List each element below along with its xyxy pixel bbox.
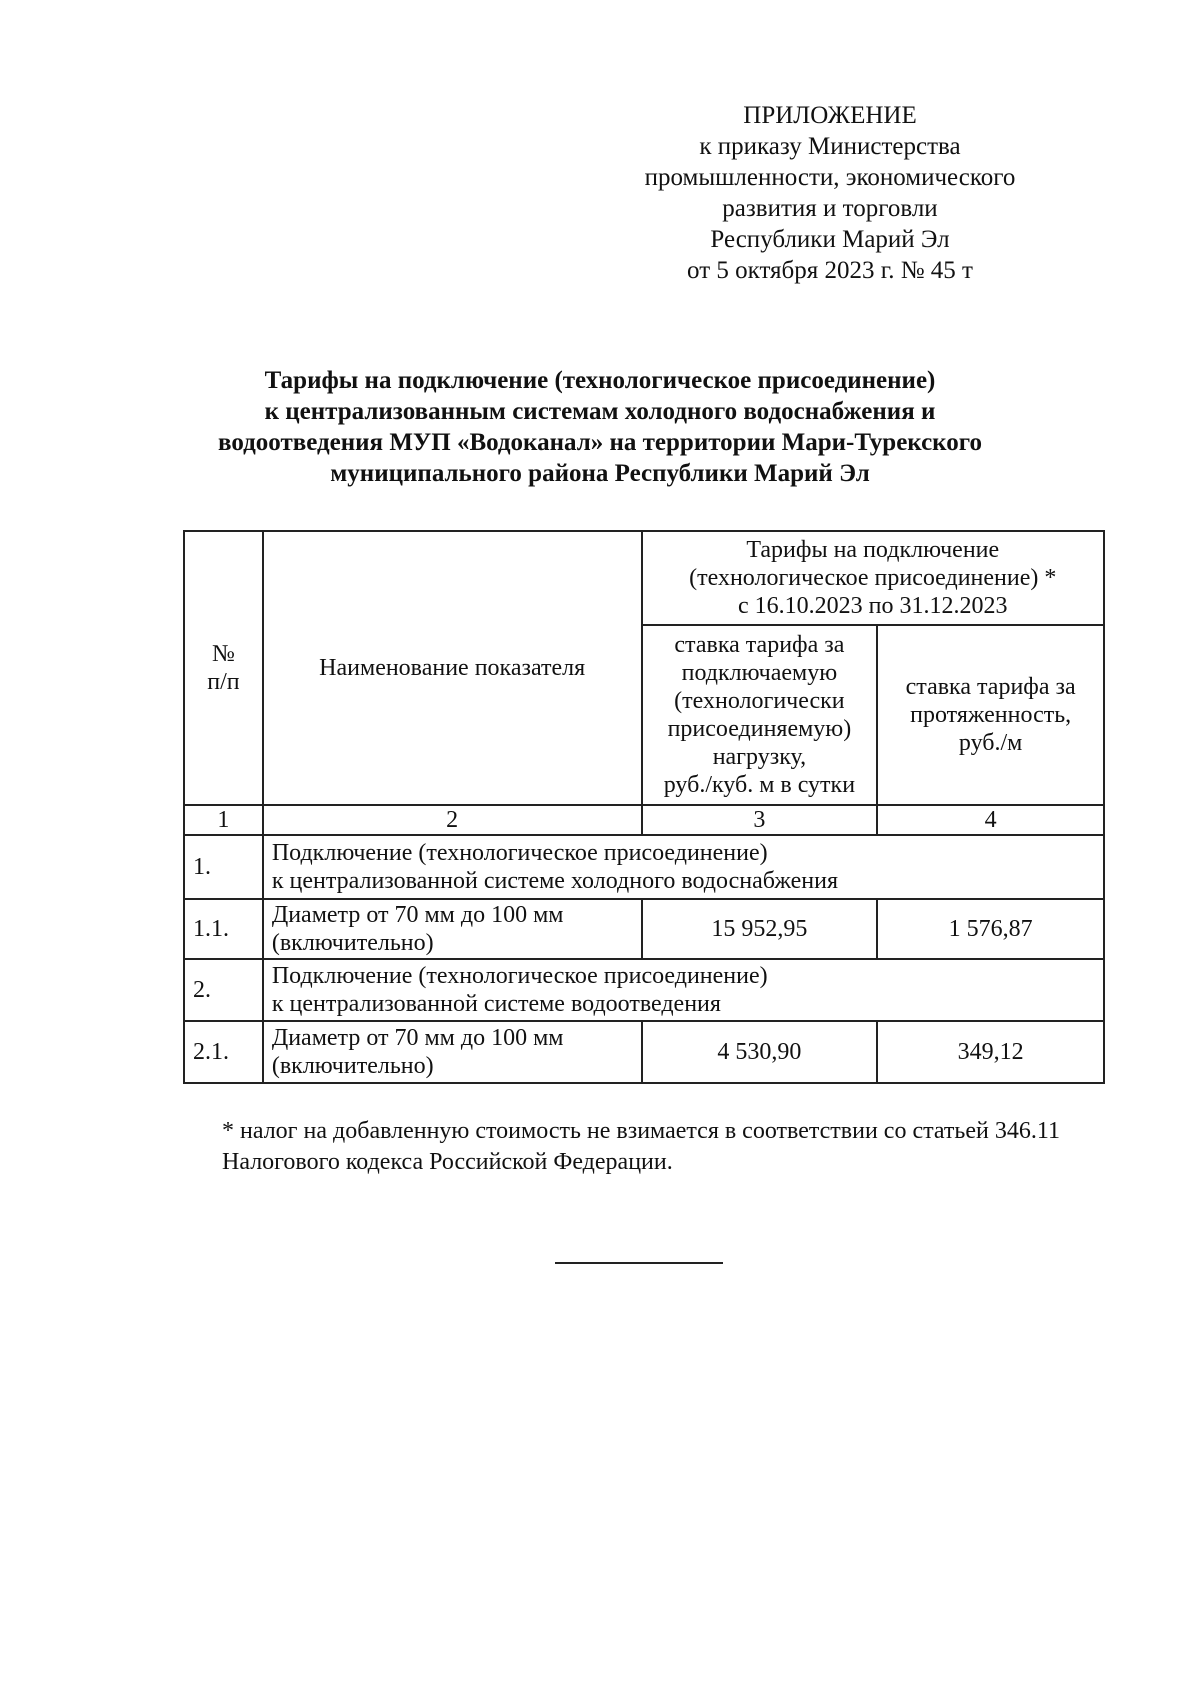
appendix-line: промышленности, экономического — [644, 164, 1016, 191]
title-line: Тарифы на подключение (технологическое присоединение) — [264, 367, 936, 394]
closing-divider — [555, 1262, 723, 1264]
row-number: 2. — [184, 959, 263, 1021]
column-number: 3 — [642, 805, 878, 835]
table-row — [184, 1021, 1104, 1083]
section-title — [263, 959, 1104, 1021]
column-number: 1 — [184, 805, 263, 835]
header-length-rate — [877, 625, 1104, 805]
header-col3-line: нагрузку, — [712, 744, 807, 770]
row-name-line: (включительно) — [271, 930, 434, 956]
header-tariff-group — [642, 531, 1104, 625]
tariffs-table — [183, 530, 1105, 1084]
header-col3-line: ставка тарифа за — [674, 632, 845, 658]
load-rate-value: 15 952,95 — [642, 899, 878, 959]
appendix-line: от 5 октября 2023 г. № 45 т — [687, 257, 973, 284]
appendix-line: Республики Марий Эл — [710, 226, 950, 253]
table-row — [184, 899, 1104, 959]
row-number: 1. — [184, 835, 263, 899]
header-col4-line: протяженность, — [910, 702, 1072, 728]
row-name-line: Диаметр от 70 мм до 100 мм — [271, 902, 564, 928]
header-group-line: с 16.10.2023 по 31.12.2023 — [738, 593, 1008, 619]
header-name: Наименование показателя — [263, 531, 642, 805]
length-rate-value: 349,12 — [877, 1021, 1104, 1083]
footnote — [222, 1116, 1102, 1178]
row-name — [263, 899, 642, 959]
header-num-line: п/п — [207, 669, 240, 695]
header-col3-line: подключаемую — [681, 660, 838, 686]
header-group-line: Тарифы на подключение — [746, 537, 1000, 563]
column-number: 4 — [877, 805, 1104, 835]
header-col3-line: присоединяемую) — [667, 716, 852, 742]
section-title-line: к централизованной системе водоотведения — [271, 991, 721, 1017]
header-group-line: (технологическое присоединение) * — [689, 565, 1057, 591]
column-number: 2 — [263, 805, 642, 835]
header-col4-line: руб./м — [958, 730, 1023, 756]
row-number: 2.1. — [184, 1021, 263, 1083]
section-row — [184, 959, 1104, 1021]
header-col3-line: (технологически — [674, 688, 845, 714]
title-line: водоотведения МУП «Водоканал» на территории Мари-Турекского — [218, 429, 982, 456]
appendix-line: к приказу Министерства — [699, 133, 961, 160]
section-title-line: Подключение (технологическое присоединение) — [271, 840, 768, 866]
title-line: муниципального района Республики Марий Эл — [330, 460, 870, 487]
footnote-line: Налогового кодекса Российской Федерации. — [222, 1149, 673, 1175]
appendix-line: развития и торговли — [722, 195, 938, 222]
section-row — [184, 835, 1104, 899]
length-rate-value: 1 576,87 — [877, 899, 1104, 959]
row-number: 1.1. — [184, 899, 263, 959]
row-name — [263, 1021, 642, 1083]
header-col4-line: ставка тарифа за — [905, 674, 1076, 700]
load-rate-value: 4 530,90 — [642, 1021, 878, 1083]
document-title — [140, 365, 1060, 489]
section-title-line: Подключение (технологическое присоединение) — [271, 963, 768, 989]
title-line: к централизованным системам холодного водоснабжения и — [264, 398, 936, 425]
footnote-line: * налог на добавленную стоимость не взимается в соответствии со статьей 346.11 — [222, 1118, 1060, 1144]
header-row — [184, 531, 1104, 625]
row-name-line: Диаметр от 70 мм до 100 мм — [271, 1025, 564, 1051]
section-title-line: к централизованной системе холодного водоснабжения — [271, 868, 839, 894]
header-load-rate — [642, 625, 878, 805]
column-numbers-row — [184, 805, 1104, 835]
row-name-line: (включительно) — [271, 1053, 434, 1079]
appendix-header — [600, 100, 1060, 286]
section-title — [263, 835, 1104, 899]
appendix-line: ПРИЛОЖЕНИЕ — [743, 102, 917, 129]
header-num — [184, 531, 263, 805]
header-col3-line: руб./куб. м в сутки — [663, 772, 856, 798]
header-num-line: № — [211, 641, 235, 667]
